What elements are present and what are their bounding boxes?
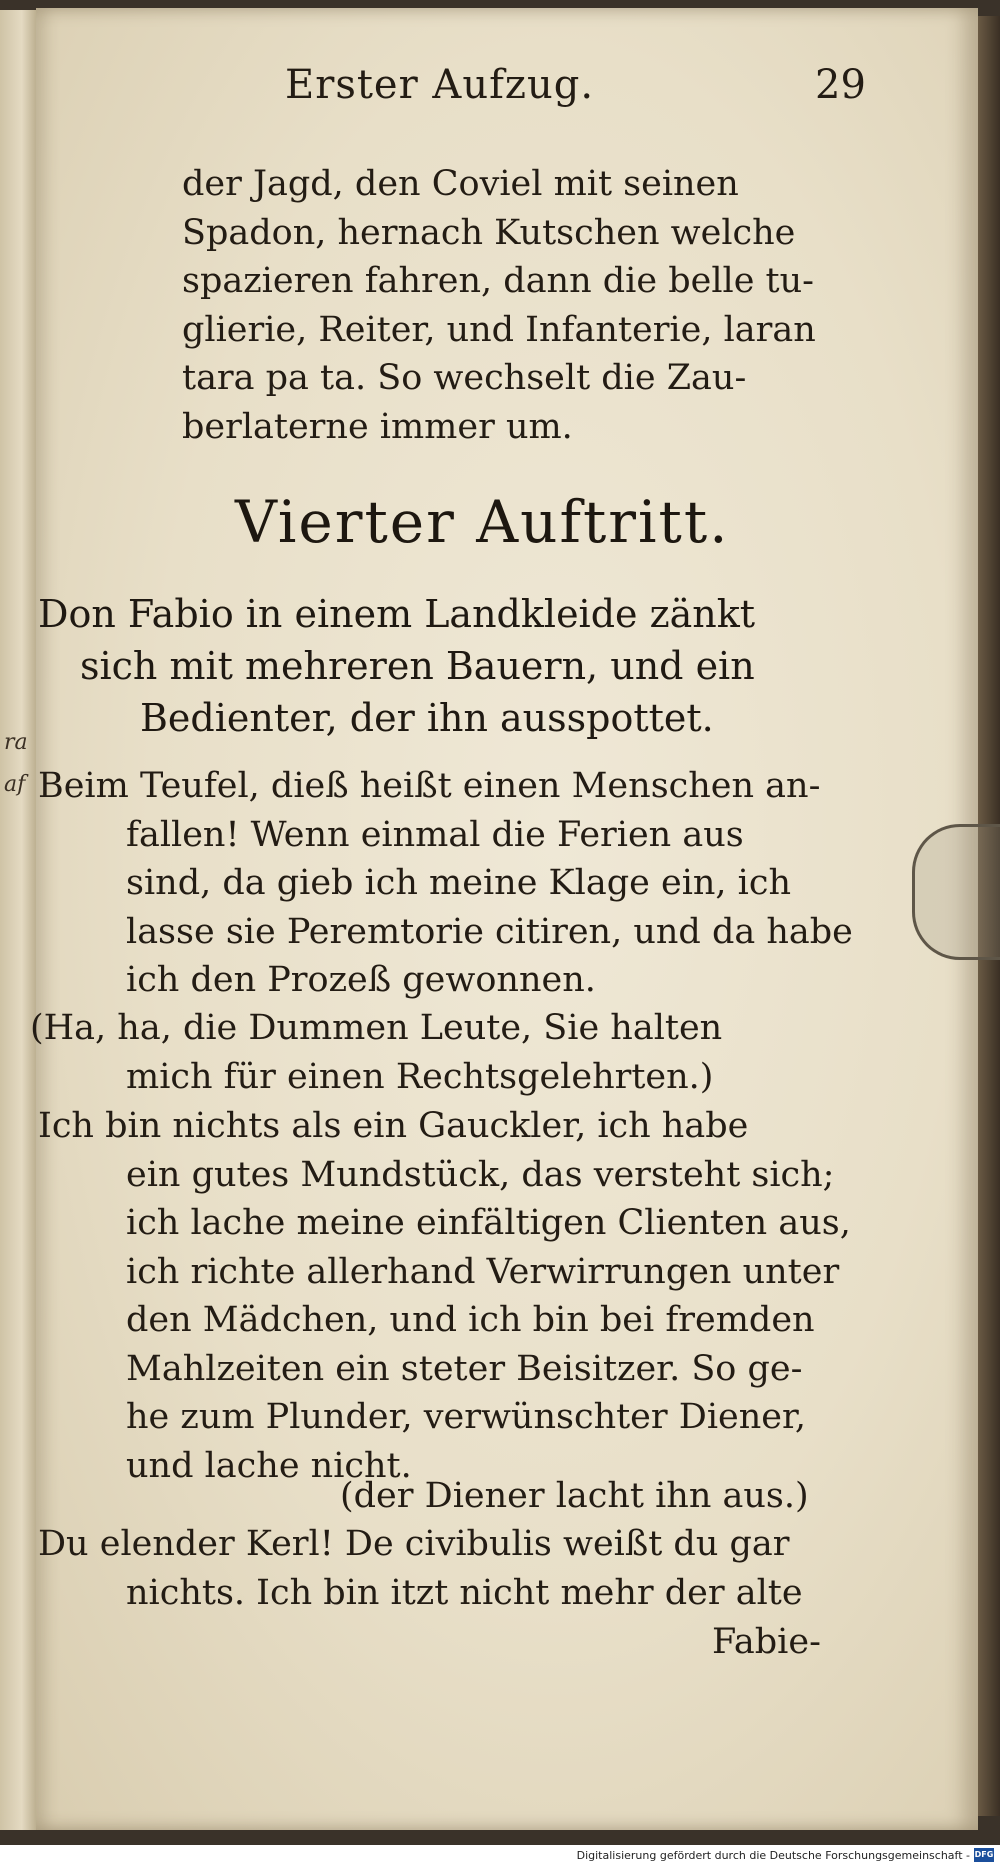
text-line: mich für einen Rechtsgelehrten.)	[126, 1056, 714, 1097]
dfg-logo: DFG	[974, 1848, 994, 1862]
text-line: Du elender Kerl! De civibulis weißt du gar	[38, 1524, 790, 1564]
text-line: den Mädchen, und ich bin bei fremden	[126, 1300, 815, 1340]
text-line: lasse sie Peremtorie citiren, und da habe	[126, 911, 853, 952]
text-line: spazieren fahren, dann die belle tu-	[182, 261, 814, 301]
text-line: he zum Plunder, verwünschter Diener,	[126, 1397, 806, 1437]
text-line: und lache nicht.	[126, 1445, 412, 1486]
aside-paragraph	[30, 1004, 722, 1101]
margin-fragment: af	[4, 772, 26, 797]
running-header: Erster Aufzug.	[285, 62, 595, 108]
text-line: Ich bin nichts als ein Gauckler, ich habe	[38, 1106, 749, 1146]
digitization-credit: Digitalisierung gefördert durch die Deutsche Forschungsgemeinschaft -	[576, 1849, 970, 1862]
catchword: Fabie-	[712, 1622, 821, 1662]
text-line: Beim Teufel, dieß heißt einen Menschen an-	[38, 766, 821, 806]
text-line: Mahlzeiten ein steter Beisitzer. So ge-	[126, 1348, 803, 1389]
page-number: 29	[815, 62, 866, 108]
speech-paragraph	[38, 1520, 803, 1617]
page-clip	[912, 824, 1000, 960]
text-line: Bedienter, der ihn ausspottet.	[140, 696, 714, 740]
previous-page-edge	[0, 10, 38, 1830]
stage-note: (der Diener lacht ihn aus.)	[340, 1476, 809, 1516]
text-line: glierie, Reiter, und Infanterie, laran	[182, 309, 816, 350]
text-line: tara pa ta. So wechselt die Zau-	[182, 358, 747, 398]
text-line: (Ha, ha, die Dummen Leute, Sie halten	[30, 1008, 723, 1048]
text-line: Don Fabio in einem Landkleide zänkt	[38, 592, 756, 636]
margin-fragment: ra	[4, 730, 28, 755]
text-line: der Jagd, den Coviel mit seinen	[182, 164, 739, 204]
text-line: nichts. Ich bin itzt nicht mehr der alte	[126, 1572, 803, 1613]
speech-paragraph	[38, 762, 853, 1005]
text-line: ich lache meine einfältigen Clienten aus,	[126, 1203, 851, 1243]
scene-end-paragraph	[182, 160, 816, 451]
text-line: berlaterne immer um.	[182, 406, 573, 447]
text-line: fallen! Wenn einmal die Ferien aus	[126, 814, 744, 855]
text-line: sind, da gieb ich meine Klage ein, ich	[126, 863, 792, 903]
text-line: ein gutes Mundstück, das versteht sich;	[126, 1154, 835, 1195]
speech-paragraph	[38, 1102, 851, 1490]
text-line: ich den Prozeß gewonnen.	[126, 960, 596, 1000]
text-line: sich mit mehreren Bauern, und ein	[80, 644, 755, 688]
text-line: ich richte allerhand Verwirrungen unter	[126, 1251, 840, 1292]
stage-direction	[38, 588, 755, 744]
scene-heading: Vierter Auftritt.	[235, 488, 730, 556]
text-line: Spadon, hernach Kutschen welche	[182, 212, 796, 253]
